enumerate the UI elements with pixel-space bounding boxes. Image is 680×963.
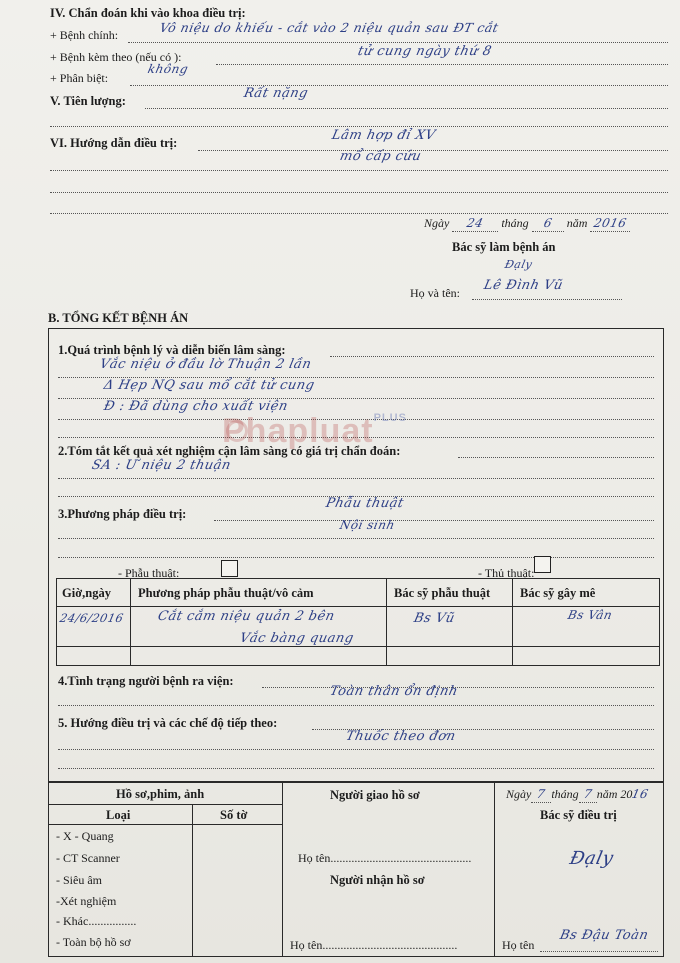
records-title: Hồ sơ,phim, ảnh xyxy=(116,787,205,801)
table-divider xyxy=(512,578,513,666)
records-item-all: - Toàn bộ hồ sơ xyxy=(56,935,131,949)
records-item-other: - Khác................ xyxy=(56,914,137,928)
section-iv-title: IV. Chẩn đoán khi vào khoa điều trị: xyxy=(50,6,246,20)
sign-day: 24 xyxy=(465,216,485,230)
receiver-name: Họ tên............................................. xyxy=(290,938,458,952)
q2-label: 2.Tóm tắt kết quả xét nghiệm cận lâm sàng có giá trị chẩn đoán: xyxy=(58,444,401,458)
dotted-line xyxy=(50,213,668,214)
dotted-line xyxy=(58,749,654,750)
dotted-line xyxy=(214,520,654,521)
dotted-line xyxy=(58,705,654,706)
table-cell-method-2: Vắc bàng quang xyxy=(238,631,356,646)
sign-year: 2016 xyxy=(592,216,629,230)
prognosis-value: Rất nặng xyxy=(242,86,310,101)
table-divider xyxy=(130,578,131,666)
doctor-signature-2: Đạly xyxy=(567,848,616,869)
differential-label: + Phân biệt: xyxy=(50,71,109,85)
section-vi-title: VI. Hướng dẫn điều trị: xyxy=(50,136,178,150)
table-header-time: Giờ,ngày xyxy=(62,586,111,600)
dotted-line xyxy=(130,85,668,86)
dotted-line xyxy=(50,170,668,171)
final-year: 16 xyxy=(630,787,651,801)
table-header-method: Phương pháp phẫu thuật/vô cảm xyxy=(138,586,314,600)
dotted-line xyxy=(50,126,668,127)
table-divider xyxy=(494,782,495,957)
dotted-line xyxy=(458,457,654,458)
sign-date-line: Ngày 24 tháng 6 năm 2016 xyxy=(424,216,630,232)
treatment-line-2: mổ cấp cứu xyxy=(338,149,423,164)
main-disease-label: + Bệnh chính: xyxy=(50,28,119,42)
section-v-title: V. Tiên lượng: xyxy=(50,94,126,108)
table-divider xyxy=(386,578,387,666)
records-col-count: Số tờ xyxy=(220,808,248,822)
doctor-name-value: Bs Đậu Toàn xyxy=(558,928,650,943)
records-col-type: Loại xyxy=(106,808,131,822)
table-cell-method: Cắt cắm niệu quản 2 bên xyxy=(156,609,337,624)
q2-line-1: SA : Ư niệu 2 thuận xyxy=(90,458,233,473)
table-divider xyxy=(48,824,282,825)
dotted-line xyxy=(540,951,658,952)
q3-line-1: Phẫu thuật xyxy=(324,496,406,511)
main-disease-value: Vô niệu do khiếu - cắt vào 2 niệu quản sau ĐT cắt xyxy=(158,20,501,35)
q4-value: Toàn thân ổn định xyxy=(328,684,460,699)
final-month: 7 xyxy=(582,787,594,801)
procedure-checkbox[interactable] xyxy=(534,556,551,573)
q1-line-1: Vắc niệu ở đầu lờ Thuận 2 lần xyxy=(98,357,313,372)
differential-value: không xyxy=(146,62,190,76)
table-divider xyxy=(48,804,282,805)
table-divider xyxy=(282,782,283,957)
q1-label: 1.Quá trình bệnh lý và diễn biến lâm sàng: xyxy=(58,343,286,357)
giver-name: Họ tên............................................... xyxy=(298,851,472,865)
sign-role: Bác sỹ làm bệnh án xyxy=(452,240,556,254)
table-cell-time: 24/6/2016 xyxy=(58,611,125,625)
table-cell-surgeon: Bs Vũ xyxy=(412,611,457,626)
surgery-checkbox[interactable] xyxy=(221,560,238,577)
comorbid-value: tử cung ngày thứ 8 xyxy=(356,44,494,59)
dotted-line xyxy=(472,299,622,300)
q1-line-3: Đ : Đã dùng cho xuất viện xyxy=(102,399,290,414)
table-cell-anesthetist: Bs Vân xyxy=(566,608,614,622)
dotted-line xyxy=(58,557,654,558)
watermark: Phapluat$^{PLUS}$ xyxy=(222,412,407,450)
dotted-line xyxy=(145,108,668,109)
treatment-line-1: Lâm hợp đỉ XV xyxy=(330,128,437,143)
final-day: 7 xyxy=(535,787,547,801)
q3-line-2: Nội sinh xyxy=(338,518,397,532)
comorbid-label: + Bệnh kèm theo (nếu có ): xyxy=(50,50,182,64)
summary-box xyxy=(48,328,664,782)
table-header-surgeon: Bác sỹ phẫu thuật xyxy=(394,586,491,600)
records-item-xray: - X - Quang xyxy=(56,829,114,843)
q5-value: Thuốc theo đơn xyxy=(344,729,458,744)
giver-title: Người giao hồ sơ xyxy=(330,788,420,802)
records-item-lab: -Xét nghiệm xyxy=(56,894,117,908)
sign-month: 6 xyxy=(542,216,554,230)
dotted-line xyxy=(58,538,654,539)
dotted-line xyxy=(58,768,654,769)
dotted-line xyxy=(198,150,668,151)
procedure-label: - Thủ thuật: xyxy=(478,566,535,580)
dotted-line xyxy=(50,192,668,193)
records-item-ct: - CT Scanner xyxy=(56,851,120,865)
q4-label: 4.Tình trạng người bệnh ra viện: xyxy=(58,674,234,688)
q3-label: 3.Phương pháp điều trị: xyxy=(58,507,187,521)
q5-label: 5. Hướng điều trị và các chế độ tiếp theo: xyxy=(58,716,278,730)
doctor-signature-1: Đạly xyxy=(503,258,534,271)
table-divider xyxy=(56,646,660,647)
receiver-title: Người nhận hồ sơ xyxy=(330,873,425,887)
doctor-title: Bác sỹ điều trị xyxy=(540,808,617,822)
surgery-label: - Phẫu thuật: xyxy=(118,566,180,580)
dotted-line xyxy=(128,42,668,43)
q1-line-2: Δ Hẹp NQ sau mổ cắt tử cung xyxy=(102,378,317,393)
dotted-line xyxy=(216,64,668,65)
table-header-anesthetist: Bác sỹ gây mê xyxy=(520,586,596,600)
doctor-name-label: Họ tên xyxy=(502,938,535,952)
sign-name-label: Họ và tên: xyxy=(410,286,460,300)
dotted-line xyxy=(58,478,654,479)
table-divider xyxy=(56,606,660,607)
records-item-ultrasound: - Siêu âm xyxy=(56,873,102,887)
dotted-line xyxy=(330,356,654,357)
section-b-title: B. TỔNG KẾT BỆNH ÁN xyxy=(48,311,189,325)
table-divider xyxy=(192,804,193,957)
final-date-line: Ngày 7 tháng 7 năm 2016 xyxy=(506,787,651,801)
sign-name-value: Lê Đình Vũ xyxy=(482,278,565,293)
